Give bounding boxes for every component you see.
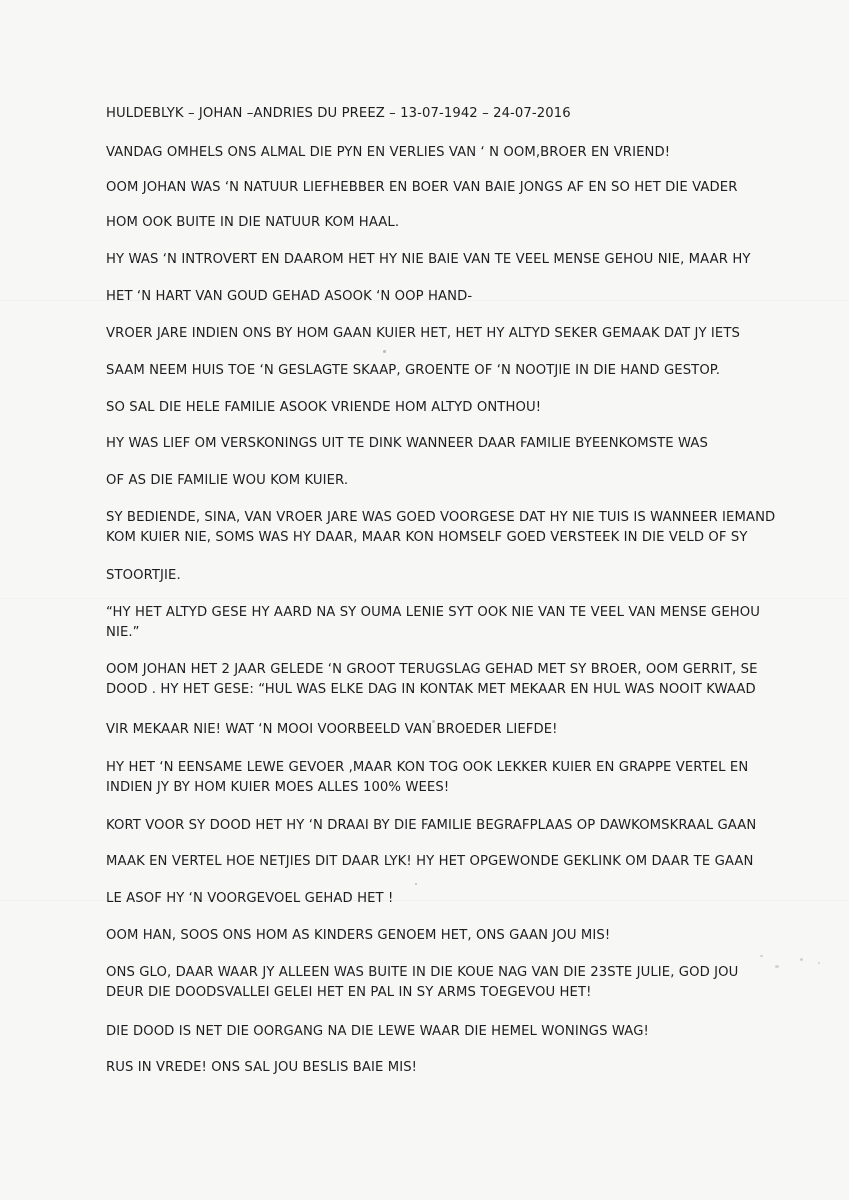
tribute-paragraph: VIR MEKAAR NIE! WAT ‘N MOOI VOORBEELD VAN BROEDER LIEFDE! [106, 722, 558, 737]
tribute-paragraph: “HY HET ALTYD GESE HY AARD NA SY OUMA LENIE SYT OOK NIE VAN TE VEEL VAN MENSE GEHOU NIE.” [106, 605, 761, 640]
tribute-paragraph: OOM JOHAN WAS ‘N NATUUR LIEFHEBBER EN BOER VAN BAIE JONGS AF EN SO HET DIE VADER [106, 180, 738, 195]
tribute-paragraph: HET ‘N HART VAN GOUD GEHAD ASOOK ‘N OOP HAND- [106, 289, 473, 304]
tribute-paragraph: STOORTJIE. [106, 568, 181, 583]
tribute-paragraph: HY WAS LIEF OM VERSKONINGS UIT TE DINK WANNEER DAAR FAMILIE BYEENKOMSTE WAS [106, 436, 709, 451]
paper-speck [383, 350, 386, 353]
tribute-paragraph: RUS IN VREDE! ONS SAL JOU BESLIS BAIE MIS! [106, 1060, 418, 1075]
paper-speck [818, 962, 820, 964]
paper-speck [760, 955, 763, 957]
paper-speck [415, 883, 417, 885]
tribute-paragraph: VANDAG OMHELS ONS ALMAL DIE PYN EN VERLIES VAN ‘ N OOM,BROER EN VRIEND! [106, 145, 671, 160]
tribute-paragraph: SO SAL DIE HELE FAMILIE ASOOK VRIENDE HOM ALTYD ONTHOU! [106, 400, 542, 415]
tribute-paragraph: HY HET ‘N EENSAME LEWE GEVOER ,MAAR KON TOG OOK LEKKER KUIER EN GRAPPE VERTEL EN INDIEN JY BY HOM KUIER MOES ALLES 100% WEES! [106, 760, 749, 795]
tribute-paragraph: HY WAS ‘N INTROVERT EN DAAROM HET HY NIE BAIE VAN TE VEEL MENSE GEHOU NIE, MAAR HY [106, 252, 751, 267]
tribute-paragraph: LE ASOF HY ‘N VOORGEVOEL GEHAD HET ! [106, 891, 394, 906]
tribute-paragraph: OOM JOHAN HET 2 JAAR GELEDE ‘N GROOT TERUGSLAG GEHAD MET SY BROER, OOM GERRIT, SE DOOD . HY HET GESE: “HUL WAS ELKE DAG IN KONTAK MET MEKAAR EN HUL WAS NOOIT KWAAD [106, 662, 758, 697]
tribute-heading: HULDEBLYK – JOHAN –ANDRIES DU PREEZ – 13-07-1942 – 24-07-2016 [106, 106, 571, 121]
tribute-paragraph: HOM OOK BUITE IN DIE NATUUR KOM HAAL. [106, 215, 400, 230]
tribute-paragraph: SAAM NEEM HUIS TOE ‘N GESLAGTE SKAAP, GROENTE OF ‘N NOOTJIE IN DIE HAND GESTOP. [106, 363, 721, 378]
paper-crease [0, 598, 849, 599]
paper-speck [800, 958, 803, 961]
tribute-paragraph: VROER JARE INDIEN ONS BY HOM GAAN KUIER HET, HET HY ALTYD SEKER GEMAAK DAT JY IETS [106, 326, 740, 341]
tribute-paragraph: OOM HAN, SOOS ONS HOM AS KINDERS GENOEM HET, ONS GAAN JOU MIS! [106, 928, 611, 943]
tribute-paragraph: OF AS DIE FAMILIE WOU KOM KUIER. [106, 473, 349, 488]
tribute-paragraph: KORT VOOR SY DOOD HET HY ‘N DRAAI BY DIE FAMILIE BEGRAFPLAAS OP DAWKOMSKRAAL GAAN [106, 818, 757, 833]
tribute-paragraph: DIE DOOD IS NET DIE OORGANG NA DIE LEWE WAAR DIE HEMEL WONINGS WAG! [106, 1024, 649, 1039]
tribute-paragraph: ONS GLO, DAAR WAAR JY ALLEEN WAS BUITE IN DIE KOUE NAG VAN DIE 23STE JULIE, GOD JOU DEUR DIE DOODSVALLEI GELEI HET EN PAL IN SY ARMS TOEGEVOU HET! [106, 965, 739, 1000]
tribute-paragraph: MAAK EN VERTEL HOE NETJIES DIT DAAR LYK! HY HET OPGEWONDE GEKLINK OM DAAR TE GAAN [106, 854, 754, 869]
tribute-paragraph: SY BEDIENDE, SINA, VAN VROER JARE WAS GOED VOORGESE DAT HY NIE TUIS IS WANNEER IEMAND KOM KUIER NIE, SOMS WAS HY DAAR, MAAR KON HOMSELF GOED VERSTEEK IN DIE VELD OF SY [106, 510, 776, 545]
